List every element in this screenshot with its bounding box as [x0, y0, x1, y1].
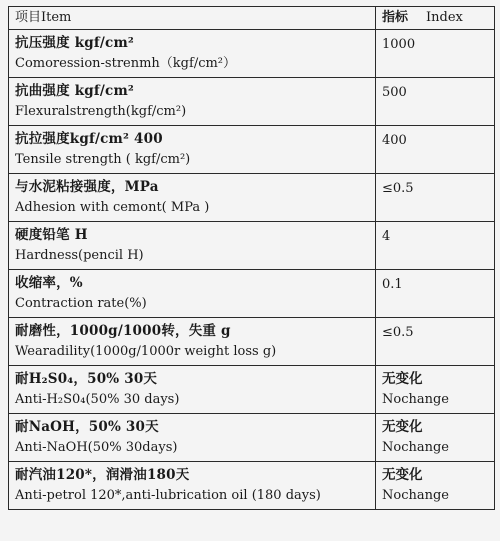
item-label-en: Comoression-strenmh（kgf/cm²）: [15, 56, 237, 71]
item-label-en: Flexuralstrength(kgf/cm²): [15, 104, 187, 119]
value-cell: [376, 318, 495, 366]
value-cell: [376, 366, 495, 414]
item-label-en: Contraction rate(%): [15, 296, 147, 311]
index-value: 无变化: [382, 371, 423, 387]
item-label-zh: 硬度铅笔 H: [15, 227, 88, 243]
value-cell: [376, 462, 495, 510]
table-row: [9, 270, 495, 318]
item-label-zh: 耐NaOH，50% 30天: [15, 419, 159, 435]
table-row: [9, 414, 495, 462]
item-cell: [9, 126, 376, 174]
item-label-en: Anti-NaOH(50% 30days): [15, 440, 178, 455]
index-value: 4: [382, 229, 391, 244]
index-value: 400: [382, 133, 407, 148]
index-value: 1000: [382, 37, 416, 52]
value-cell: [376, 414, 495, 462]
header-index-en: Index: [426, 10, 463, 25]
table-row: [9, 30, 495, 78]
item-cell: [9, 462, 376, 510]
value-cell: [376, 30, 495, 78]
item-label-en: Hardness(pencil H): [15, 248, 144, 263]
item-label-zh: 收缩率，%: [15, 275, 83, 291]
item-label-zh: 与水泥粘接强度，MPa: [15, 179, 159, 195]
item-label-en: Anti-petrol 120*,anti-lubrication oil (180 days): [15, 488, 321, 503]
value-cell: [376, 270, 495, 318]
table-row: [9, 462, 495, 510]
item-label-en: Wearadility(1000g/1000r weight loss g): [15, 344, 277, 359]
item-label-zh: 耐磨性，1000g/1000转，失重 g: [15, 323, 231, 339]
item-label-zh: 抗拉强度kgf/cm² 400: [15, 131, 163, 147]
value-cell: [376, 126, 495, 174]
table-row: [9, 126, 495, 174]
item-label-zh: 耐H₂S0₄，50% 30天: [15, 371, 158, 387]
index-value: ≤0.5: [382, 181, 414, 196]
header-item: 项目Item: [9, 7, 376, 30]
item-label-zh: 抗曲强度 kgf/cm²: [15, 83, 135, 99]
index-value: 500: [382, 85, 407, 100]
item-cell: [9, 78, 376, 126]
item-label-en: Tensile strength ( kgf/cm²): [15, 152, 191, 167]
header-index-zh: 指标: [382, 10, 409, 25]
item-label-zh: 耐汽油120*，润滑油180天: [15, 467, 190, 483]
table-row: [9, 174, 495, 222]
table-row: [9, 78, 495, 126]
index-value: 无变化: [382, 419, 423, 435]
table-header-row: [9, 7, 495, 30]
index-value: 无变化: [382, 467, 423, 483]
item-cell: [9, 318, 376, 366]
index-value-en: Nochange: [382, 392, 449, 407]
index-value: ≤0.5: [382, 325, 414, 340]
table-row: [9, 366, 495, 414]
index-value-en: Nochange: [382, 440, 449, 455]
item-cell: [9, 270, 376, 318]
item-cell: [9, 222, 376, 270]
item-cell: [9, 174, 376, 222]
table-row: [9, 318, 495, 366]
header-index: [376, 7, 495, 30]
item-cell: [9, 366, 376, 414]
value-cell: [376, 222, 495, 270]
index-value-en: Nochange: [382, 488, 449, 503]
item-cell: [9, 414, 376, 462]
item-label-en: Adhesion with cemont( MPa ): [15, 200, 210, 215]
item-label-zh: 抗压强度 kgf/cm²: [15, 35, 135, 51]
item-cell: [9, 30, 376, 78]
item-label-en: Anti-H₂S0₄(50% 30 days): [15, 392, 180, 407]
index-value: 0.1: [382, 277, 403, 292]
table-row: [9, 222, 495, 270]
specification-table: [8, 6, 495, 510]
value-cell: [376, 174, 495, 222]
value-cell: [376, 78, 495, 126]
